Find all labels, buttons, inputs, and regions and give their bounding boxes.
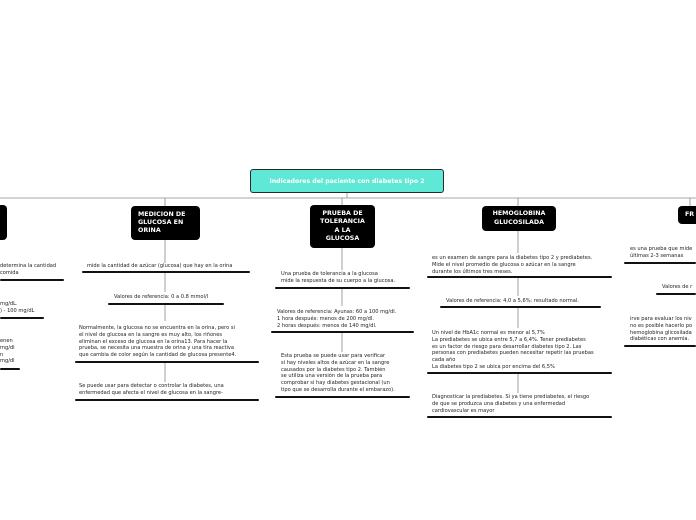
col1-underline-2 [108,303,224,305]
col3-note-4: Diagnosticar la prediabetes. Si ya tiene prediabetes, el riesgo de que se produzca una diabetes y una enfermedad cardiovascular es mayor [432,394,590,414]
col1-note-4: Se puede usar para detectar o controlar la diabetes, una enfermedad que afecta el nivel de glucosa en la sangre- [79,383,224,396]
col4-note-1: es una prueba que mide últimas 2-3 semanas [630,246,693,259]
topic-hemoglobina-glucosilada-label: HEMOGLOBINA GLUCOSILADA [492,210,546,226]
col0-note-3: enen mg/dl n mg/dl [0,338,15,365]
topic-medicion-glucosa-orina[interactable] [131,206,200,240]
col0-note-1: determina la cantidad comida [0,263,57,276]
central-topic-label: Indicadores del paciente con diabetes tipo 2 [269,177,425,185]
col3-note-2: Valores de referencia: 4,0 a 5,6%: resultado normal. [446,298,579,304]
col3-note-3: Un nivel de HbA1c normal es menor al 5,7% La prediabetes se ubica entre 5,7 a 6,4%. Tener prediabetes es un factor de riesgo para desarrollar diabetes tipo 2. Las personas con prediabetes pueden necesitar repetir las pruebas cada año La diabetes tipo 2 se ubica por encima del 6,5% [432,330,594,370]
col2-note-1: Una prueba de tolerancia a la glucosa mide la respuesta de su cuerpo a la glucosa. [281,271,396,284]
col0-note-2: mg/dL. ) - 100 mg/dL [0,301,35,314]
topic-cut-left[interactable] [0,205,7,240]
col4-underline-3 [624,345,696,347]
col4-note-3: irve para evaluar los niv no es posible hacerlo po hemoglobina glicosilada diabéticas con anemia. [630,316,693,343]
topic-cut-right-label: FR [685,210,695,218]
col1-underline-3 [75,361,259,363]
col3-underline-1 [427,276,612,278]
col2-note-3: Esta prueba se puede usar para verificar si hay niveles altos de azúcar en la sangre causados por la diabetes tipo 2. También se utiliza una versión de la prueba para comprobar si hay diabetes gestacional (un tipo que se desarrolla durante el embarazo). [281,353,395,393]
topic-medicion-glucosa-orina-label: MEDICION DE GLUCOSA EN ORINA [138,210,186,235]
col1-note-2: Valores de referencia: 0 a 0.8 mmol/l [114,294,209,300]
col3-underline-2 [440,306,601,308]
col2-note-2: Valores de referencia: Ayunas: 60 a 100 mg/dl. 1 hora después: menos de 200 mg/dl. 2 horas después: menos de 140 mg/dl. [277,309,397,329]
topic-hemoglobina-glucosilada[interactable] [482,206,556,231]
col0-underline-3 [0,368,20,370]
topic-prueba-tolerancia-glucosa[interactable] [310,205,375,248]
central-topic[interactable] [250,169,444,193]
col1-underline-1 [82,271,250,273]
col1-note-3: Normalmente, la glucosa no se encuentra en la orina, pero si el nivel de glucosa en la sangre es muy alto, los riñones eliminan el exceso de glucosa en la orina13. Para hacer la prueba, se necesita una muestra de orina y una tira reactiva que cambia de color según la cantidad de glucosa presente4. [79,325,237,359]
topic-cut-right[interactable] [678,206,696,224]
col1-note-1: mide la cantidad de azúcar (glucosa) que hay en la orina [87,263,233,269]
col2-underline-2 [271,331,414,333]
col3-underline-3 [427,372,612,374]
col4-note-2: Valores de r [662,284,693,290]
col2-underline-1 [275,287,410,289]
col1-underline-4 [75,399,259,401]
col4-underline-2 [656,293,696,295]
col0-underline-2 [0,317,44,319]
col3-underline-4 [427,416,612,418]
col2-underline-3 [275,396,410,398]
col0-underline-1 [0,279,64,281]
col4-underline-1 [624,262,696,264]
col3-note-1: es un examen de sangre para la diabetes tipo 2 y prediabetes. Mide el nivel promedio de glucosa o azúcar en la sangre durante los últimos tres meses. [432,255,593,275]
topic-prueba-tolerancia-glucosa-label: PRUEBA DE TOLERANCIA A LA GLUCOSA [320,210,365,242]
